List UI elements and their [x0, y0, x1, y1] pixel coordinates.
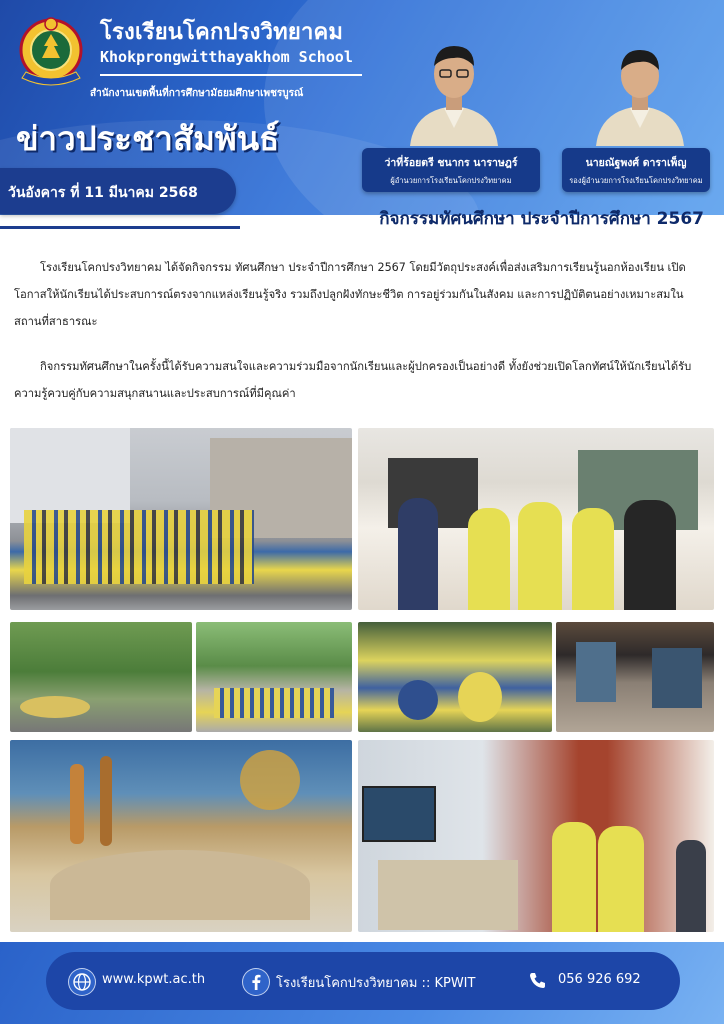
website-link[interactable]: www.kpwt.ac.th	[102, 972, 206, 987]
director-name-card	[362, 148, 540, 192]
date-text: วันอังคาร ที่ 11 มีนาคม 2568	[8, 185, 198, 201]
facebook-link[interactable]: โรงเรียนโคกปรงวิทยาคม :: KPWIT	[276, 976, 476, 991]
article-title: กิจกรรมทัศนศึกษา ประจำปีการศึกษา 2567	[379, 209, 704, 229]
park-group-photo	[196, 622, 352, 732]
museum-display-photo	[358, 740, 714, 932]
director-role: ผู้อำนวยการโรงเรียนโคกปรงวิทยาคม	[390, 176, 512, 185]
director-name: ว่าที่ร้อยตรี ชนากร นาราษฎร์	[384, 157, 518, 169]
director-portrait	[408, 36, 500, 146]
exhibition-hall-photo	[556, 622, 714, 732]
phone-icon	[524, 968, 550, 994]
deputy-role: รองผู้อำนวยการโรงเรียนโคกปรงวิทยาคม	[569, 176, 703, 185]
section-divider	[0, 226, 240, 229]
header-divider	[100, 74, 362, 76]
coral-diorama-photo	[10, 740, 352, 932]
school-emblem-icon	[14, 12, 88, 92]
article-paragraph: กิจกรรมทัศนศึกษาในครั้งนี้ได้รับความสนใจและความร่วมมือจากนักเรียนและผู้ปกครองเป็นอย่างดี ทั้งยังช่วยเปิดโลกทัศน์ให้นักเรียนได้รับความรู้ควบคู่กับความสนุกสนานและประสบการณ์ที่มีคุณค่า	[14, 360, 692, 400]
deputy-name: นายณัฐพงศ์ ดาราเพ็ญ	[585, 157, 687, 169]
article-paragraph: โรงเรียนโคกปรงวิทยาคม ได้จัดกิจกรรม ทัศนศึกษา ประจำปีการศึกษา 2567 โดยมีวัตถุประสงค์เพื่อส่งเสริมการเรียนรู้นอกห้องเรียน เปิดโอกาสให้นักเรียนได้ประสบการณ์ตรงจากแหล่งเรียนรู้จริง รวมถึงปลูกฝังทักษะชีวิต การอยู่ร่วมกันในสังคม และการปฏิบัติตนอย่างเหมาะสมในสถานที่สาธารณะ	[14, 261, 686, 328]
garden-photo	[10, 622, 192, 732]
seated-students-photo	[358, 622, 552, 732]
school-name-thai: โรงเรียนโคกปรงวิทยาคม	[100, 20, 344, 45]
deputy-name-card	[562, 148, 710, 192]
museum-students-photo	[358, 428, 714, 610]
globe-icon	[68, 968, 96, 996]
date-badge	[0, 168, 236, 214]
deputy-director-portrait	[594, 36, 686, 146]
education-office: สำนักงานเขตพื้นที่การศึกษามัธยมศึกษาเพชรบูรณ์	[90, 88, 304, 99]
facebook-icon	[242, 968, 270, 996]
group-photo	[10, 428, 352, 610]
section-title: ข่าวประชาสัมพันธ์	[16, 119, 280, 158]
phone-number[interactable]: 056 926 692	[558, 972, 641, 987]
school-name-english: Khokprongwitthayakhom School	[100, 48, 353, 66]
